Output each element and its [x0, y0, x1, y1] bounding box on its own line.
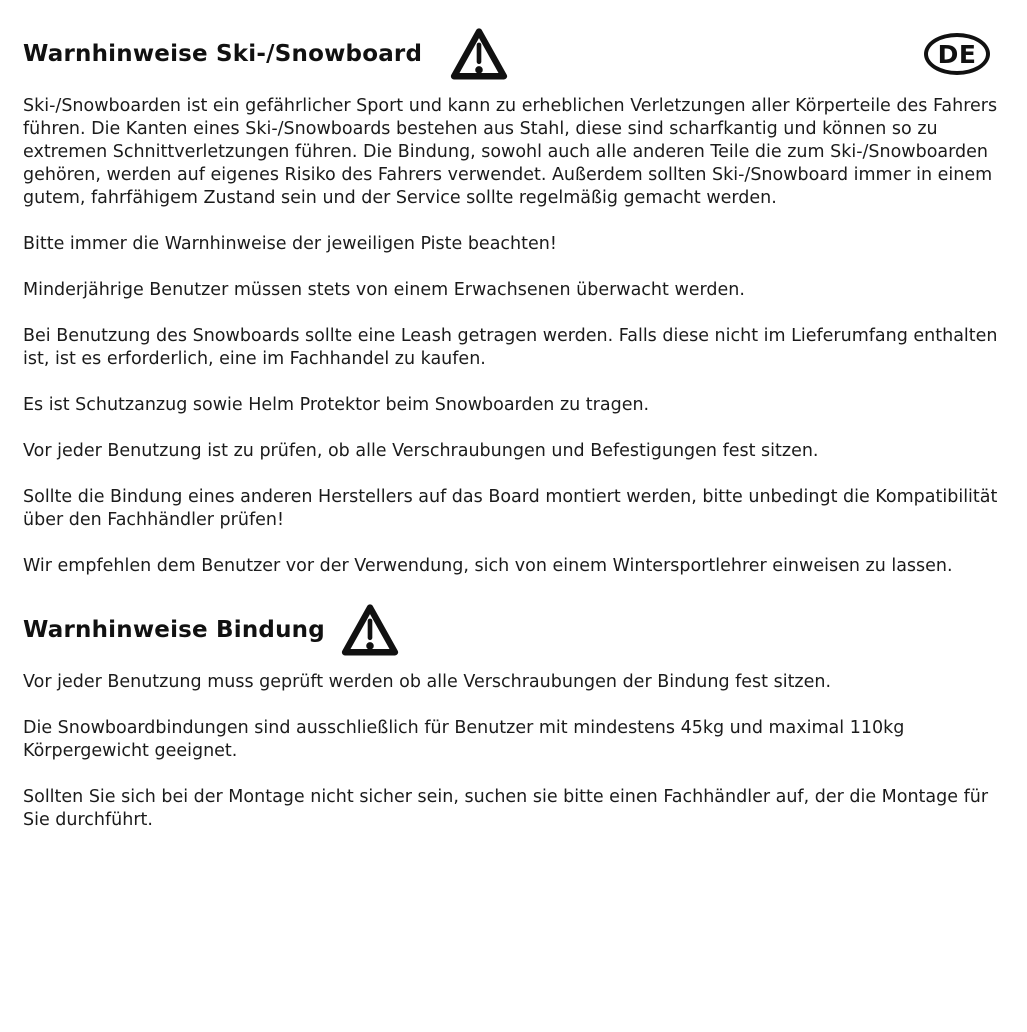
paragraph-check-screws: Vor jeder Benutzung ist zu prüfen, ob alle Verschraubungen und Befestigungen fest sitzen. [23, 441, 819, 461]
section-title-bindung: Warnhinweise Bindung [23, 617, 325, 643]
warning-triangle-icon [450, 26, 508, 83]
paragraph-dealer-mounting: Sollten Sie sich bei der Montage nicht sicher sein, suchen sie bitte einen Fachhändler auf, der die Montage für Sie durchführt. [23, 787, 989, 830]
paragraph-weight-limits: Die Snowboardbindungen sind ausschließlich für Benutzer mit mindestens 45kg und maximal 110kg Körpergewicht geeignet. [23, 718, 905, 761]
paragraph-minors-supervision: Minderjährige Benutzer müssen stets von einem Erwachsenen überwacht werden. [23, 280, 745, 300]
paragraph-intro-danger: Ski-/Snowboarden ist ein gefährlicher Sport und kann zu erheblichen Verletzungen aller Körperteile des Fahrers führen. Die Kanten eines Ski-/Snowboards bestehen aus Stahl, diese sind scharfkantig und können so zu extremen Schnittverletzungen führen. Die Bindung, sowohl auch alle anderen Teile die zum Ski-/Snowboarden gehören, werden auf eigenes Risiko des Fahrers verwendet. Außerdem sollten Ski-/Snowboard immer in einem gutem, fahrfähigem Zustand sein und der Service sollte regelmäßig gemacht werden. [23, 96, 998, 208]
section-title-ski-snowboard: Warnhinweise Ski-/Snowboard [23, 41, 423, 67]
de-language-badge [924, 33, 990, 75]
paragraph-binding-check: Vor jeder Benutzung muss geprüft werden ob alle Verschraubungen der Bindung fest sitzen. [23, 672, 832, 692]
de-language-badge-label: DE [937, 39, 977, 69]
section-header-bindung [23, 601, 1002, 659]
paragraph-piste-warnings: Bitte immer die Warnhinweise der jeweiligen Piste beachten! [23, 234, 557, 254]
paragraph-instructor-recommendation: Wir empfehlen dem Benutzer vor der Verwendung, sich von einem Wintersportlehrer einweisen zu lassen. [23, 556, 953, 576]
section-header-ski-snowboard [23, 25, 1002, 83]
warning-triangle-icon [341, 602, 399, 659]
paragraph-binding-compatibility: Sollte die Bindung eines anderen Herstellers auf das Board montiert werden, bitte unbedingt die Kompatibilität über den Fachhändler prüfen! [23, 487, 998, 530]
paragraph-leash: Bei Benutzung des Snowboards sollte eine Leash getragen werden. Falls diese nicht im Lieferumfang enthalten ist, ist es erforderlich, eine im Fachhandel zu kaufen. [23, 326, 998, 369]
section-body-ski-snowboard [23, 95, 1002, 578]
section-body-bindung [23, 671, 1002, 832]
paragraph-protective-gear: Es ist Schutzanzug sowie Helm Protektor beim Snowboarden zu tragen. [23, 395, 650, 415]
